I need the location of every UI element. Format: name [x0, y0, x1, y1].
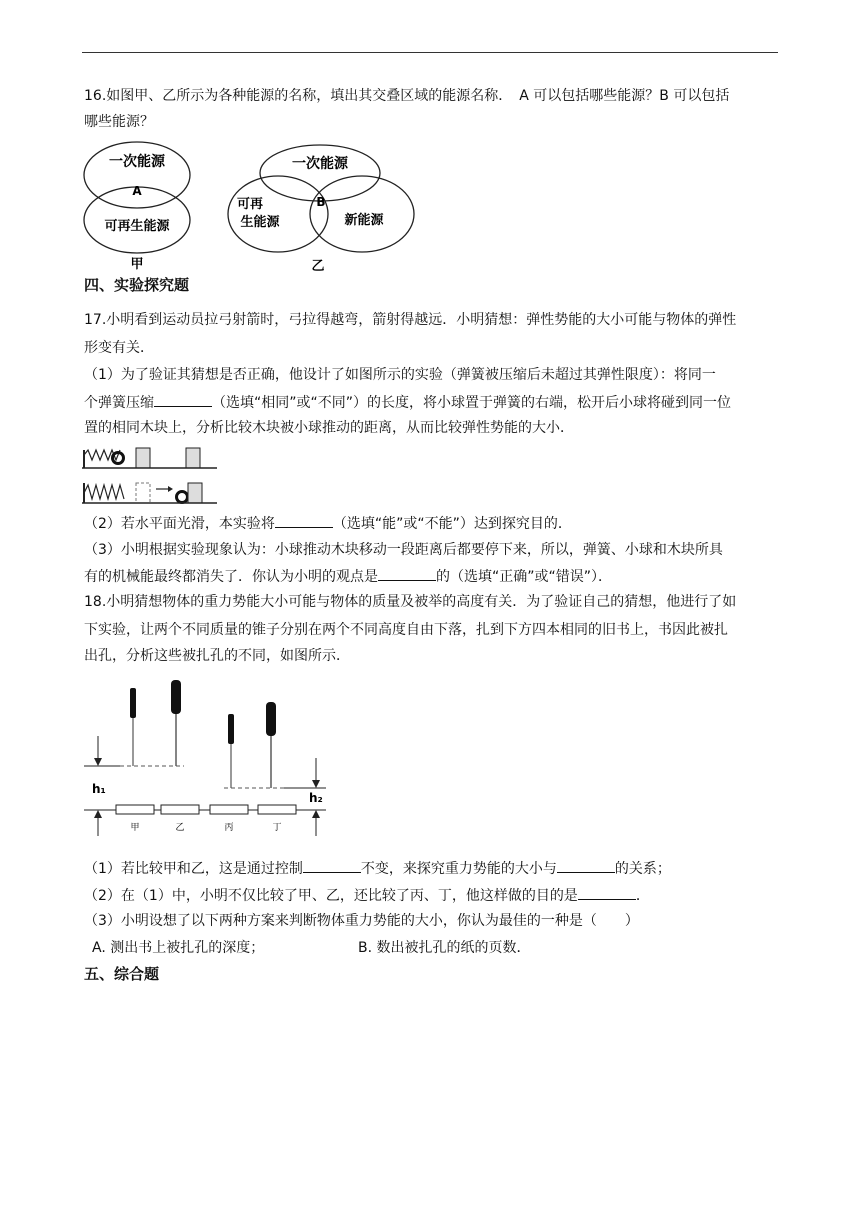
q18-p1-text-b: 不变，来探究重力势能的大小与	[360, 861, 557, 877]
section5-title: 五、综合题	[84, 965, 160, 983]
q16-venn-figure	[80, 140, 420, 274]
yi-left-label-1: 可再	[236, 197, 264, 212]
q17-p3-line2	[84, 566, 780, 587]
yi-caption: 乙	[311, 259, 325, 274]
book-label-yi: 乙	[175, 823, 185, 833]
q18-blank-2[interactable]	[557, 858, 615, 873]
jia-overlap-label: A	[132, 184, 142, 198]
q17-p1-line3: 置的相同木块上，分析比较木块被小球推动的距离，从而比较弹性势能的大小．	[84, 420, 574, 436]
q18-p2-text-b: ．	[635, 888, 650, 904]
q18-line3: 出孔，分析这些被扎孔的不同，如图所示．	[84, 648, 350, 664]
jia-top-label: 一次能源	[109, 154, 165, 170]
jia-top-circle	[84, 142, 190, 208]
q17-p3-text-a: 有的机械能最终都消失了．你认为小明的观点是	[84, 569, 378, 585]
q17-p1-line1: （1）为了验证其猜想是否正确，他设计了如图所示的实验（弹簧被压缩后未超过其弹性限度）：将同一	[84, 367, 716, 383]
q17-p3-line1: （3）小明根据实验现象认为：小球推动木块移动一段距离后都要停下来，所以，弹簧、小球和木块所具	[84, 542, 723, 558]
book-label-ding: 丁	[272, 823, 282, 833]
q17-p3-text-b: 的（选填“正确”或“错误”）．	[436, 569, 613, 585]
q18-option-b[interactable]: B. 数出被扎孔的纸的页数．	[358, 940, 531, 956]
q18-p1-text-c: 的关系；	[614, 861, 671, 877]
q17-p1-text-a: 个弹簧压缩	[84, 395, 154, 411]
q17-p2-text-a: （2）若水平面光滑，本实验将	[84, 516, 275, 532]
q17-blank-1[interactable]	[154, 392, 212, 407]
q16-line1: 16.如图甲、乙所示为各种能源的名称，填出其交叠区域的能源名称． A 可以包括哪些能源？B 可以包括	[84, 88, 730, 104]
yi-left-label-2: 生能源	[240, 215, 280, 230]
q18-option-a[interactable]: A. 测出书上被扎孔的深度；	[92, 940, 265, 956]
jia-caption: 甲	[130, 257, 144, 272]
yi-left-circle	[228, 176, 328, 252]
q18-p2-text-a: （2）在（1）中，小明不仅比较了甲、乙，还比较了丙、丁，他这样做的目的是	[84, 888, 578, 904]
yi-top-label: 一次能源	[292, 156, 348, 172]
q18-blank-3[interactable]	[578, 885, 636, 900]
q18-p2	[84, 885, 780, 906]
book-label-jia: 甲	[130, 823, 140, 833]
yi-overlap-label: B	[316, 195, 326, 209]
q17-line1: 17.小明看到运动员拉弓射箭时，弓拉得越弯，箭射得越远．小明猜想：弹性势能的大小可能与物体的弹性	[84, 312, 737, 328]
q16-line2: 哪些能源？	[84, 114, 154, 130]
q18-blank-1[interactable]	[303, 858, 361, 873]
section4-title: 四、实验探究题	[84, 276, 190, 294]
q17-spring-figure	[82, 445, 222, 507]
q18-line1: 18.小明猜想物体的重力势能大小可能与物体的质量及被举的高度有关．为了验证自己的猜想，他进行了如	[84, 594, 737, 610]
q18-p1	[84, 858, 780, 879]
q17-p2	[84, 513, 780, 534]
q17-p1-text-b: （选填“相同”或“不同”）的长度，将小球置于弹簧的右端，松开后小球将碰到同一位	[212, 395, 732, 411]
q17-p2-text-b: （选填“能”或“不能”）达到探究目的．	[332, 516, 572, 532]
q17-line2: 形变有关．	[84, 340, 154, 356]
h1-label: h₁	[92, 782, 106, 796]
q18-p1-text-a: （1）若比较甲和乙，这是通过控制	[84, 861, 303, 877]
q17-p1-line2	[84, 392, 780, 413]
h2-label: h₂	[309, 791, 323, 805]
yi-right-label: 新能源	[344, 213, 384, 228]
q18-line2: 下实验，让两个不同质量的锥子分别在两个不同高度自由下落，扎到下方四本相同的旧书上，书因此被扎	[84, 622, 728, 638]
header-rule	[82, 52, 778, 53]
q17-blank-2[interactable]	[275, 513, 333, 528]
q18-awl-figure	[84, 676, 334, 840]
q17-blank-3[interactable]	[378, 566, 436, 581]
book-label-bing: 丙	[224, 823, 234, 833]
jia-bottom-label: 可再生能源	[104, 219, 170, 234]
q18-p3: （3）小明设想了以下两种方案来判断物体重力势能的大小，你认为最佳的一种是（ ）	[84, 913, 639, 929]
